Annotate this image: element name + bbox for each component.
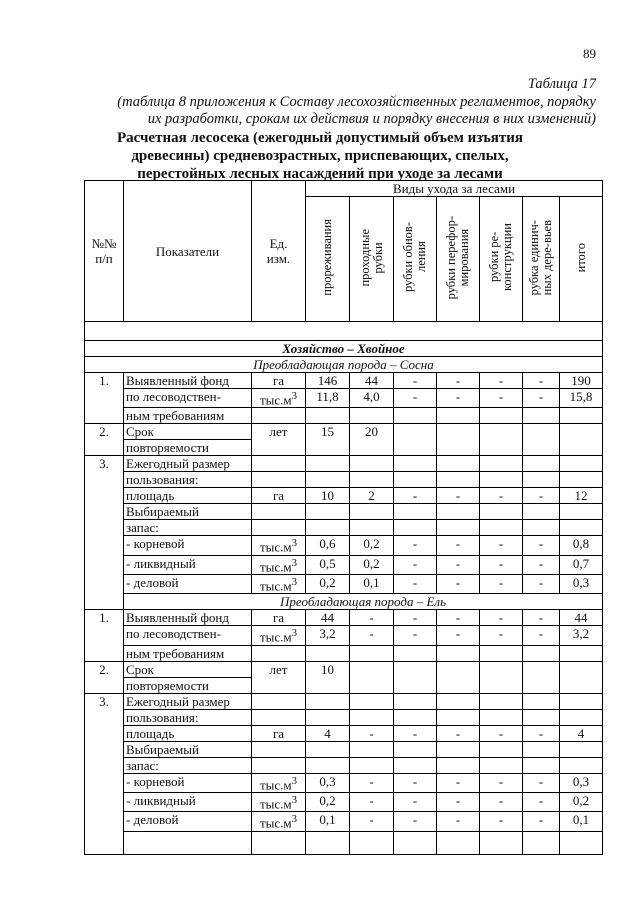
empty-cell — [350, 645, 394, 661]
empty-cell — [252, 408, 306, 424]
value-cell: - — [394, 610, 437, 626]
empty-cell — [437, 693, 480, 709]
value-cell: - — [394, 536, 437, 555]
empty-cell — [480, 709, 523, 725]
unit-superscript: 3 — [291, 627, 298, 640]
indicator-label: Выбираемый — [124, 504, 252, 520]
unit-cell: га — [252, 610, 306, 626]
value-cell: - — [394, 725, 437, 741]
empty-cell — [437, 456, 480, 472]
empty-cell — [560, 504, 603, 520]
value-cell: 4 — [560, 725, 603, 741]
indicator-label: повторяемости — [124, 440, 252, 456]
value-cell: - — [480, 812, 523, 831]
value-cell: - — [480, 626, 523, 645]
value-cell: - — [523, 488, 560, 504]
empty-cell — [480, 504, 523, 520]
value-cell: - — [394, 373, 437, 389]
table-row — [85, 626, 603, 645]
table-row — [85, 757, 603, 773]
empty-cell — [252, 709, 306, 725]
empty-cell — [394, 472, 437, 488]
empty-cell — [350, 757, 394, 773]
empty-cell — [252, 741, 306, 757]
empty-cell — [560, 741, 603, 757]
value-cell: - — [394, 773, 437, 792]
empty-cell — [560, 709, 603, 725]
empty-cell — [306, 831, 350, 854]
empty-cell — [350, 456, 394, 472]
empty-cell — [560, 408, 603, 424]
unit-label: тыс.м — [259, 815, 292, 831]
value-cell: 44 — [350, 373, 394, 389]
empty-cell — [350, 693, 394, 709]
value-cell: - — [350, 725, 394, 741]
empty-cell — [480, 757, 523, 773]
value-cell: 0,3 — [560, 574, 603, 593]
empty-cell — [394, 831, 437, 854]
unit-superscript: 3 — [291, 793, 298, 806]
empty-cell — [252, 757, 306, 773]
empty-cell — [394, 645, 437, 661]
empty-cell — [306, 645, 350, 661]
value-cell: - — [437, 610, 480, 626]
unit-cell: лет — [252, 661, 306, 693]
empty-cell — [437, 408, 480, 424]
indicator-label: запас: — [124, 520, 252, 536]
title-line-2: древесины) средневозрастных, приспевающих, спелых, — [131, 148, 509, 164]
table-row — [85, 424, 603, 440]
unit-label: тыс.м — [259, 578, 292, 594]
unit-label: тыс.м — [259, 796, 292, 812]
unit-cell — [252, 626, 306, 645]
indicator-label: повторяемости — [124, 677, 252, 693]
value-cell: - — [480, 389, 523, 408]
value-cell: 11,8 — [306, 389, 350, 408]
indicator-label: Срок — [124, 424, 252, 440]
value-cell: - — [437, 373, 480, 389]
unit-superscript: 3 — [291, 813, 298, 826]
value-cell: - — [523, 574, 560, 593]
empty-cell — [394, 661, 437, 693]
indicator-label: - ликвидный — [124, 792, 252, 811]
empty-cell — [560, 645, 603, 661]
indicator-label: Выбираемый — [124, 741, 252, 757]
empty-cell — [480, 693, 523, 709]
value-cell: - — [394, 574, 437, 593]
empty-cell — [437, 520, 480, 536]
table-row — [85, 645, 603, 661]
value-cell: 44 — [306, 610, 350, 626]
empty-cell — [394, 757, 437, 773]
unit-cell: га — [252, 373, 306, 389]
header-type-thinning: прореживания — [306, 197, 350, 322]
unit-superscript: 3 — [291, 575, 298, 588]
empty-cell — [306, 757, 350, 773]
empty-cell — [523, 456, 560, 472]
empty-cell — [523, 645, 560, 661]
empty-cell — [350, 741, 394, 757]
value-cell: 44 — [560, 610, 603, 626]
value-cell: - — [437, 792, 480, 811]
empty-cell — [480, 741, 523, 757]
header-unit: Ед. изм. — [252, 181, 306, 322]
unit-superscript: 3 — [291, 556, 298, 569]
value-cell: 0,2 — [306, 574, 350, 593]
value-cell: - — [437, 488, 480, 504]
indicator-label: - корневой — [124, 536, 252, 555]
unit-cell — [252, 792, 306, 811]
unit-cell: га — [252, 488, 306, 504]
empty-cell — [437, 757, 480, 773]
value-cell: 0,1 — [306, 812, 350, 831]
empty-cell — [350, 709, 394, 725]
table-row — [85, 725, 603, 741]
indicator-label: по лесоводствен- — [124, 626, 252, 645]
row-number: 1. — [85, 373, 124, 424]
value-cell: - — [480, 610, 523, 626]
empty-cell — [523, 741, 560, 757]
table-row — [85, 373, 603, 389]
empty-cell — [523, 520, 560, 536]
empty-cell — [560, 472, 603, 488]
table-row — [85, 709, 603, 725]
empty-cell — [480, 645, 523, 661]
value-cell: 4,0 — [350, 389, 394, 408]
value-cell: 0,2 — [560, 792, 603, 811]
value-cell: 190 — [560, 373, 603, 389]
value-cell: 15,8 — [560, 389, 603, 408]
indicator-label: Ежегодный размер — [124, 693, 252, 709]
unit-label: тыс.м — [259, 539, 292, 555]
value-cell: - — [480, 792, 523, 811]
value-cell: 3,2 — [306, 626, 350, 645]
empty-cell — [350, 831, 394, 854]
value-cell: - — [394, 488, 437, 504]
empty-cell — [306, 520, 350, 536]
indicator-label: - корневой — [124, 773, 252, 792]
breed-row: Преобладающая порода – Ель — [124, 594, 603, 610]
header-indicators: Показатели — [124, 181, 252, 322]
indicator-label: пользования: — [124, 472, 252, 488]
table-row — [85, 520, 603, 536]
empty-cell — [480, 456, 523, 472]
table-row — [85, 693, 603, 709]
spacer-row — [85, 322, 603, 341]
empty-cell — [252, 831, 306, 854]
empty-cell — [560, 757, 603, 773]
unit-cell: га — [252, 725, 306, 741]
value-cell: - — [437, 773, 480, 792]
empty-cell — [124, 831, 252, 854]
empty-cell — [523, 709, 560, 725]
empty-cell — [560, 693, 603, 709]
indicator-label: - деловой — [124, 574, 252, 593]
value-cell — [350, 661, 394, 693]
empty-cell — [437, 645, 480, 661]
value-cell: 146 — [306, 373, 350, 389]
table-row — [85, 792, 603, 811]
value-cell: 0,1 — [560, 812, 603, 831]
indicator-label: ным требованиям — [124, 645, 252, 661]
title-line-3: перестойных лесных насаждений при уходе за лесами — [137, 166, 503, 182]
value-cell: 10 — [306, 488, 350, 504]
empty-cell — [437, 472, 480, 488]
empty-cell — [306, 504, 350, 520]
empty-cell — [306, 709, 350, 725]
unit-cell — [252, 555, 306, 574]
value-cell: - — [394, 626, 437, 645]
table-row — [85, 504, 603, 520]
empty-cell — [306, 408, 350, 424]
value-cell: - — [394, 792, 437, 811]
empty-cell — [437, 504, 480, 520]
indicator-label: площадь — [124, 725, 252, 741]
empty-cell — [252, 472, 306, 488]
value-cell: 12 — [560, 488, 603, 504]
unit-cell — [252, 574, 306, 593]
header-type-reformation-cuts: рубки перефор- мирования — [437, 197, 480, 322]
value-cell: 0,2 — [350, 555, 394, 574]
empty-cell — [394, 456, 437, 472]
section-title: Хозяйство – Хвойное — [85, 341, 603, 357]
empty-cell — [480, 472, 523, 488]
value-cell: - — [480, 536, 523, 555]
table-row — [85, 408, 603, 424]
header-type-renewal-cuts: рубки обнов- ления — [394, 197, 437, 322]
empty-cell — [523, 504, 560, 520]
value-cell: - — [523, 812, 560, 831]
table-row — [85, 831, 603, 854]
value-cell: - — [394, 555, 437, 574]
empty-cell — [350, 520, 394, 536]
value-cell: - — [480, 725, 523, 741]
value-cell: - — [437, 536, 480, 555]
indicator-label: - ликвидный — [124, 555, 252, 574]
empty-cell — [480, 408, 523, 424]
value-cell: - — [350, 610, 394, 626]
value-cell: - — [480, 773, 523, 792]
table-row — [85, 773, 603, 792]
empty-cell — [252, 693, 306, 709]
indicator-label: ным требованиям — [124, 408, 252, 424]
value-cell: - — [394, 812, 437, 831]
value-cell: - — [480, 488, 523, 504]
page-number: 89 — [583, 46, 596, 61]
unit-label: тыс.м — [259, 629, 292, 645]
empty-cell — [523, 408, 560, 424]
unit-cell — [252, 389, 306, 408]
indicator-label: Ежегодный размер — [124, 456, 252, 472]
indicator-label: пользования: — [124, 709, 252, 725]
value-cell: - — [437, 725, 480, 741]
unit-superscript: 3 — [291, 774, 298, 787]
header-care-types: Виды ухода за лесами — [306, 181, 603, 197]
empty-cell — [523, 693, 560, 709]
header-type-single-tree-cuts: рубка единич- ных дере-вьев — [523, 197, 560, 322]
value-cell: 0,2 — [350, 536, 394, 555]
header-num: №№ п/п — [85, 181, 124, 322]
empty-cell — [523, 757, 560, 773]
table-row — [85, 610, 603, 626]
empty-cell — [394, 741, 437, 757]
table-row — [85, 389, 603, 408]
empty-cell — [252, 520, 306, 536]
value-cell: - — [394, 389, 437, 408]
empty-cell — [350, 408, 394, 424]
table-row — [85, 488, 603, 504]
value-cell: - — [480, 373, 523, 389]
empty-cell — [480, 424, 523, 456]
row-number: 2. — [85, 424, 124, 456]
value-cell: - — [523, 725, 560, 741]
indicator-label: площадь — [124, 488, 252, 504]
header-type-passing-cuts: проходные рубки — [350, 197, 394, 322]
value-cell: - — [523, 555, 560, 574]
empty-cell — [394, 504, 437, 520]
value-cell: - — [523, 536, 560, 555]
table-row — [85, 741, 603, 757]
value-cell: - — [350, 812, 394, 831]
empty-cell — [306, 693, 350, 709]
table-row — [85, 472, 603, 488]
empty-cell — [523, 472, 560, 488]
indicator-label: по лесоводствен- — [124, 389, 252, 408]
unit-cell — [252, 773, 306, 792]
empty-cell — [394, 408, 437, 424]
empty-cell — [437, 661, 480, 693]
value-cell: - — [523, 773, 560, 792]
indicator-label: - деловой — [124, 812, 252, 831]
value-cell: - — [523, 610, 560, 626]
unit-superscript: 3 — [291, 390, 298, 402]
value-cell: 0,8 — [560, 536, 603, 555]
title-line-1: Расчетная лесосека (ежегодный допустимый объем изъятия — [116, 130, 524, 146]
empty-cell — [480, 661, 523, 693]
value-cell: 0,7 — [560, 555, 603, 574]
unit-cell: лет — [252, 424, 306, 456]
empty-cell — [350, 504, 394, 520]
table-reference-line-1: (таблица 8 приложения к Составу лесохозяйственных регламентов, порядку — [117, 94, 596, 110]
empty-cell — [523, 661, 560, 693]
value-cell: - — [350, 773, 394, 792]
value-cell: 0,3 — [306, 773, 350, 792]
value-cell: - — [523, 389, 560, 408]
value-cell: 20 — [350, 424, 394, 456]
table-row — [85, 661, 603, 677]
value-cell: 15 — [306, 424, 350, 456]
empty-cell — [523, 424, 560, 456]
indicator-label: запас: — [124, 757, 252, 773]
value-cell: 0,2 — [306, 792, 350, 811]
value-cell: - — [350, 792, 394, 811]
empty-cell — [560, 520, 603, 536]
empty-cell — [560, 831, 603, 854]
table-row — [85, 574, 603, 593]
empty-cell — [394, 424, 437, 456]
table-row — [85, 536, 603, 555]
empty-cell — [480, 831, 523, 854]
unit-cell — [252, 812, 306, 831]
header-type-reconstruction-cuts: рубки ре- конструкции — [480, 197, 523, 322]
table-header — [85, 181, 603, 357]
empty-cell — [437, 741, 480, 757]
table-row — [85, 456, 603, 472]
value-cell: - — [437, 555, 480, 574]
value-cell: - — [437, 812, 480, 831]
empty-cell — [306, 472, 350, 488]
empty-cell — [437, 424, 480, 456]
empty-cell — [560, 661, 603, 693]
value-cell: - — [523, 626, 560, 645]
value-cell: - — [523, 792, 560, 811]
row-number: 3. — [85, 693, 124, 854]
value-cell: 3,2 — [560, 626, 603, 645]
empty-cell — [560, 456, 603, 472]
value-cell: 10 — [306, 661, 350, 693]
value-cell: 2 — [350, 488, 394, 504]
table-body — [85, 357, 603, 855]
value-cell: 0,6 — [306, 536, 350, 555]
breed-row: Преобладающая порода – Сосна — [85, 357, 603, 373]
unit-cell — [252, 536, 306, 555]
row-number: 3. — [85, 456, 124, 610]
value-cell: - — [350, 626, 394, 645]
empty-cell — [394, 709, 437, 725]
unit-label: тыс.м — [259, 558, 292, 574]
empty-cell — [350, 472, 394, 488]
empty-cell — [523, 831, 560, 854]
value-cell: - — [480, 555, 523, 574]
table-row — [85, 812, 603, 831]
value-cell: - — [437, 574, 480, 593]
value-cell: - — [480, 574, 523, 593]
empty-cell — [252, 504, 306, 520]
allowable-cut-table — [84, 180, 603, 855]
empty-cell — [394, 520, 437, 536]
value-cell: - — [523, 373, 560, 389]
header-type-total: итого — [560, 197, 603, 322]
row-number: 2. — [85, 661, 124, 693]
empty-cell — [437, 709, 480, 725]
empty-cell — [252, 456, 306, 472]
unit-label: тыс.м — [259, 392, 292, 408]
empty-cell — [480, 520, 523, 536]
value-cell: 0,3 — [560, 773, 603, 792]
value-cell: - — [437, 389, 480, 408]
value-cell: 0,5 — [306, 555, 350, 574]
empty-cell — [252, 645, 306, 661]
row-number: 1. — [85, 610, 124, 661]
unit-label: тыс.м — [259, 776, 292, 792]
empty-cell — [306, 741, 350, 757]
indicator-label: Срок — [124, 661, 252, 677]
indicator-label: Выявленный фонд — [124, 610, 252, 626]
value-cell: - — [437, 626, 480, 645]
value-cell: 4 — [306, 725, 350, 741]
empty-cell — [437, 831, 480, 854]
table-number: Таблица 17 — [527, 76, 596, 92]
empty-cell — [560, 424, 603, 456]
value-cell: 0,1 — [350, 574, 394, 593]
empty-cell — [394, 693, 437, 709]
indicator-label: Выявленный фонд — [124, 373, 252, 389]
table-reference-line-2: их разработки, срокам их действия и порядку внесения в них изменений) — [147, 111, 596, 127]
empty-cell — [306, 456, 350, 472]
unit-superscript: 3 — [291, 537, 298, 550]
table-row — [85, 555, 603, 574]
